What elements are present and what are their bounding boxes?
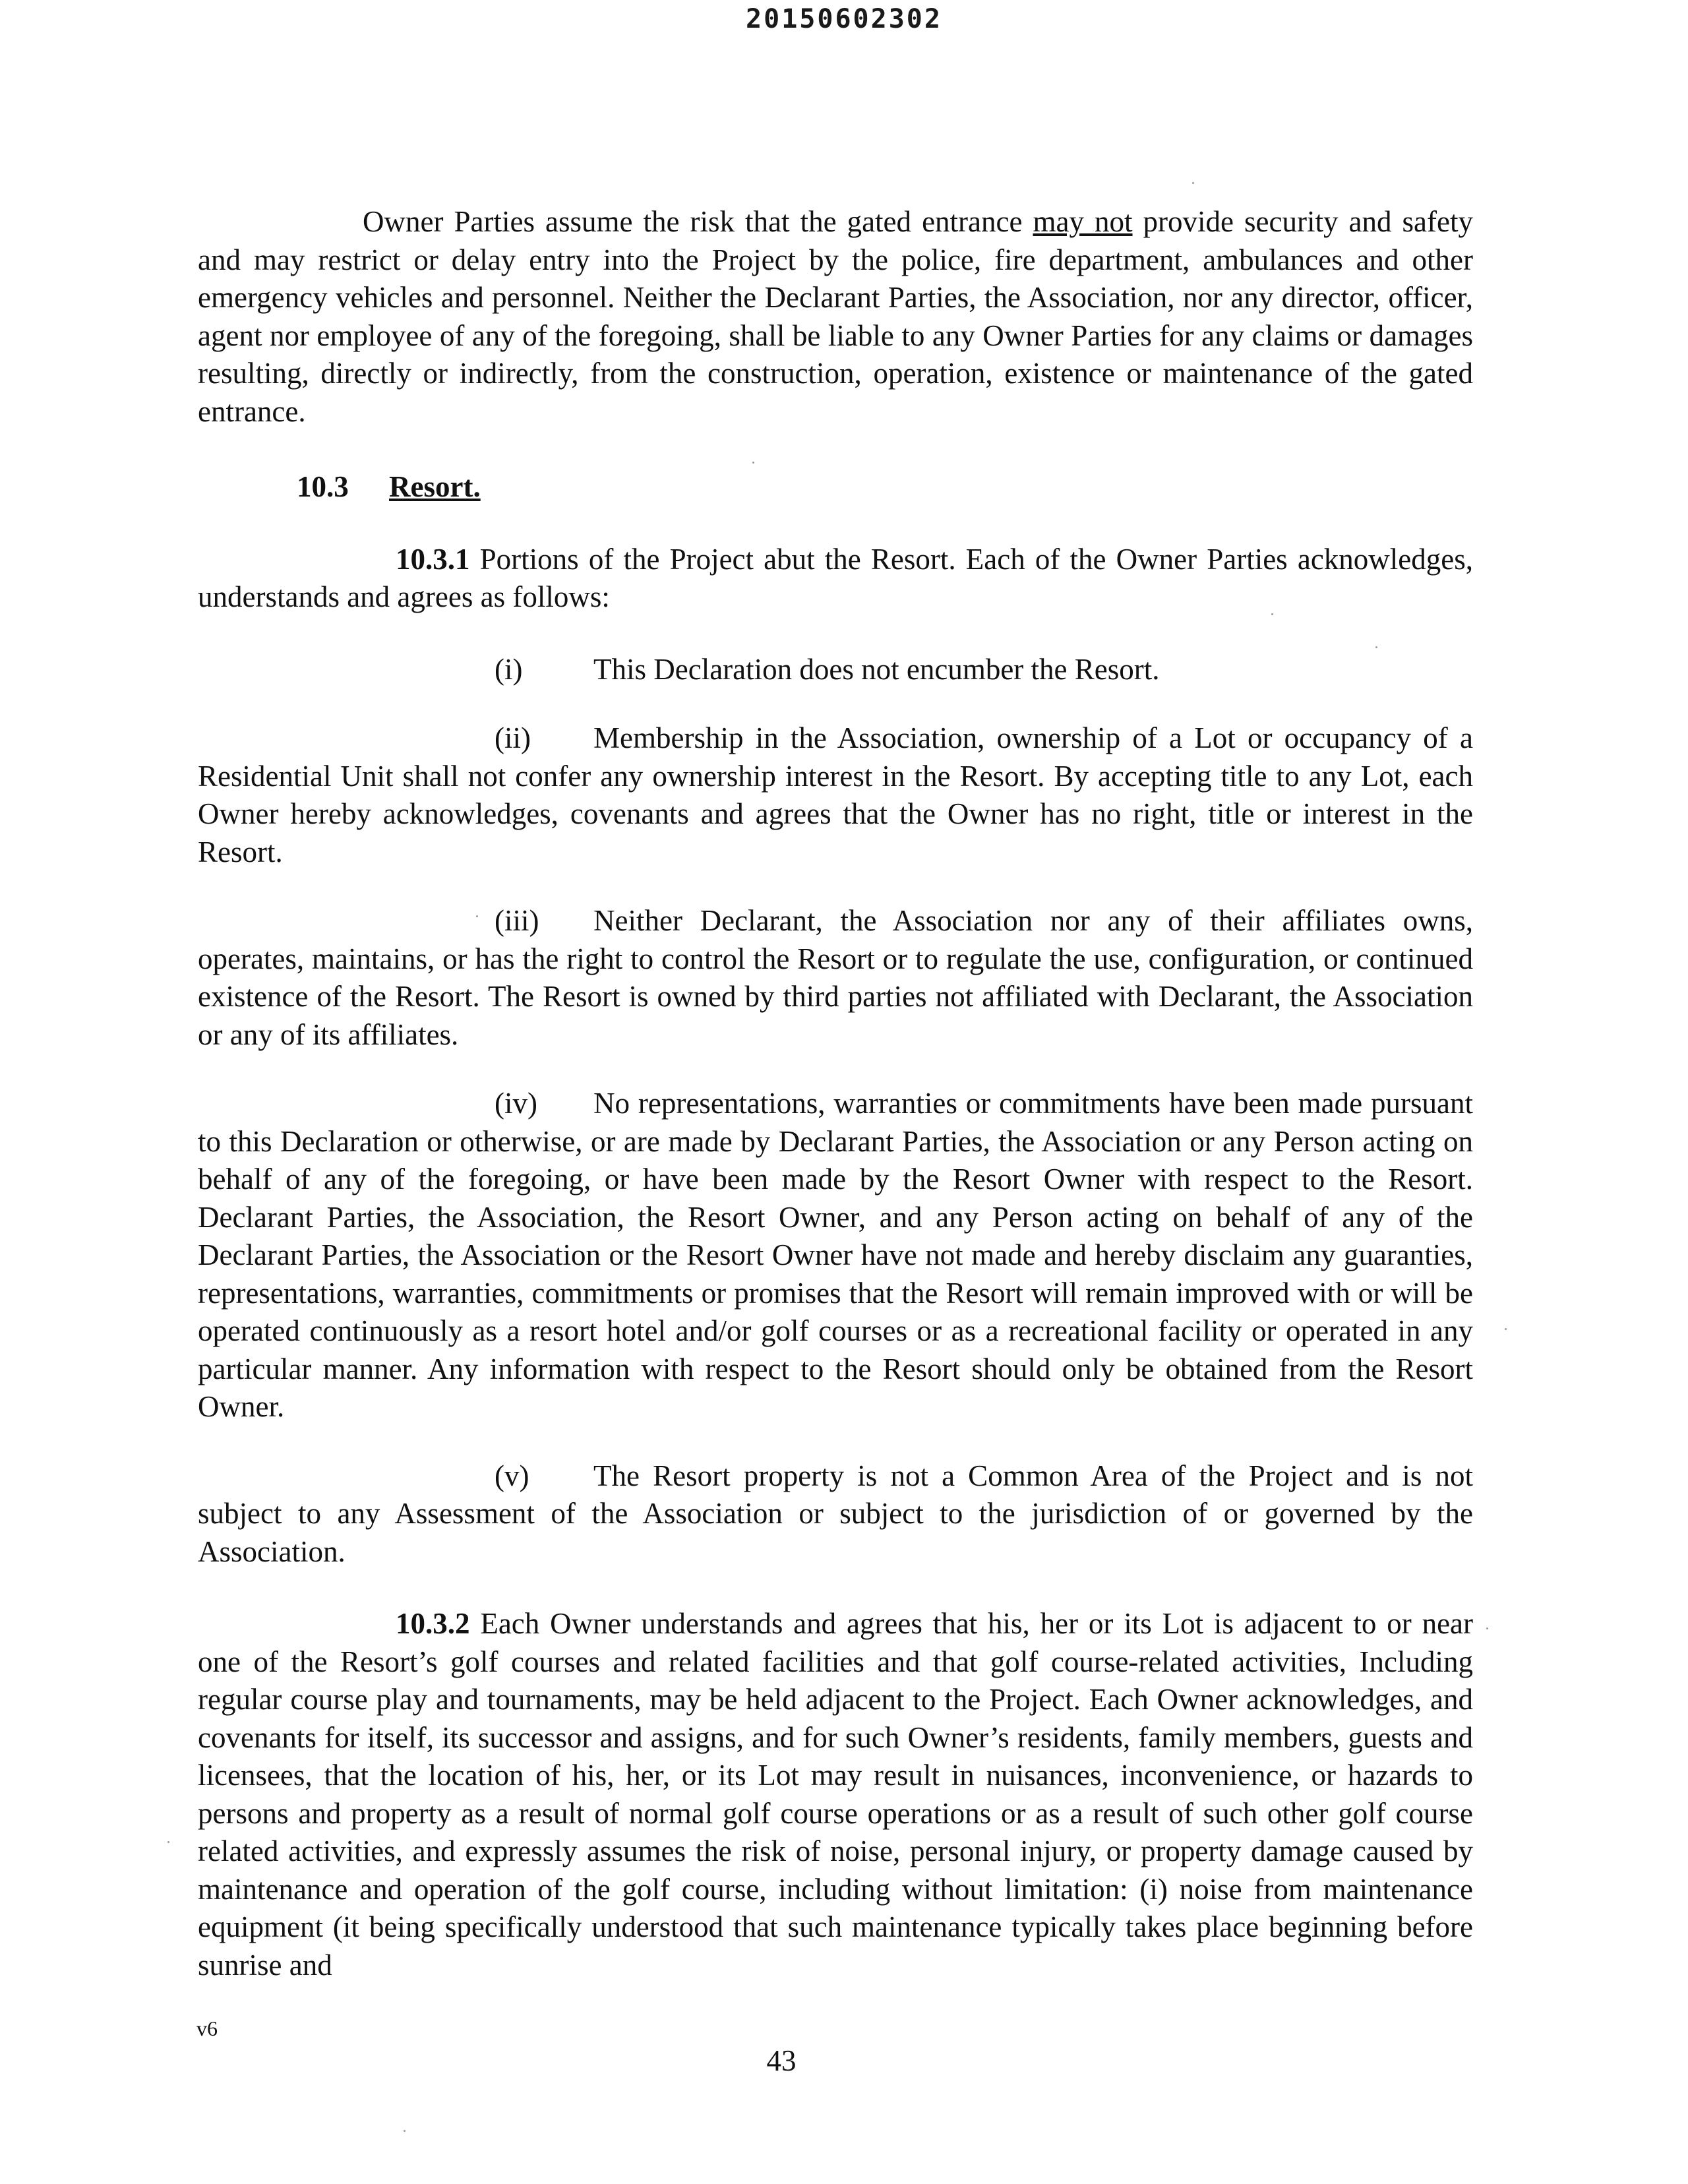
item-text: No representations, warranties or commitments have been made pursuant to this Declaration or otherwise, or are made by Declarant Parties, the Association or any Person acting on behalf of any of the foregoing, or have been made by the Resort Owner with respect to the Resort. Declarant Parties, the Association, the Resort Owner, and any Person acting on behalf of any of the Declarant Parties, the Association or the Resort Owner have not made and hereby disclaim any guaranties, representations, warranties, commitments or promises that the Resort will remain improved with or will be operated continuously as a resort hotel and/or golf courses or as a recreational facility or operated in any particular manner. Any information with respect to the Resort should only be obtained from the Resort Owner. — [198, 1087, 1473, 1423]
item-text: Neither Declarant, the Association nor any of their affiliates owns, operates, maintains, or has the right to control the Resort or to regulate the use, configuration, or continued existence of the Resort. The Resort is owned by third parties not affiliated with Declarant, the Association or any of its affiliates. — [198, 904, 1473, 1051]
scan-speck — [1271, 613, 1273, 615]
item-mark: (ii) — [495, 721, 531, 754]
document-body — [198, 203, 1473, 1984]
scan-speck — [752, 462, 754, 464]
scan-speck — [167, 1841, 169, 1843]
document-number: 20150602302 — [746, 4, 942, 34]
subsection-text: Each Owner understands and agrees that his, her or its Lot is adjacent to or near one of the Resort’s golf courses and related facilities and that golf course-related activities, Including regular course play and tournaments, may be held adjacent to the Project. Each Owner acknowledges, and covenants for itself, its successor and assigns, and for such Owner’s residents, family members, guests and licensees, that the location of his, her, or its Lot may result in nuisances, inconvenience, or hazards to persons and property as a result of normal golf course operations or as a result of such other golf course related activities, and expressly assumes the risk of noise, personal injury, or property damage caused by maintenance and operation of the golf course, including without limitation: (i) noise from maintenance equipment (it being specifically understood that such maintenance typically takes place beginning before sunrise and — [198, 1607, 1473, 1982]
subsection-10-3-1 — [198, 541, 1473, 617]
version-label: v6 — [196, 2017, 218, 2040]
item-mark: (iii) — [495, 904, 539, 937]
section-number: 10.3 — [297, 470, 349, 503]
list-item — [198, 651, 1473, 689]
item-mark: (v) — [495, 1459, 529, 1492]
intro-text-after: provide security and safety and may restrict or delay entry into the Project by the police, fire department, ambulances and other emergency vehicles and personnel. Neither the Declarant Parties, the Association, nor any director, officer, agent nor employee of any of the foregoing, shall be liable to any Owner Parties for any claims or damages resulting, directly or indirectly, from the construction, operation, existence or maintenance of the gated entrance. — [198, 205, 1473, 428]
item-mark: (iv) — [495, 1087, 537, 1120]
section-heading — [198, 468, 1473, 506]
intro-paragraph — [198, 203, 1473, 431]
scan-speck — [1505, 1328, 1507, 1330]
list-item — [198, 902, 1473, 1054]
item-text: This Declaration does not encumber the Resort. — [593, 652, 1160, 686]
section-title: Resort. — [389, 470, 481, 503]
subsection-number: 10.3.1 — [396, 542, 470, 576]
scan-speck — [404, 2130, 406, 2132]
item-mark: (i) — [495, 652, 523, 686]
scan-speck — [476, 915, 478, 917]
intro-text-before: Owner Parties assume the risk that the gated entrance — [363, 205, 1033, 238]
subsection-10-3-2 — [198, 1605, 1473, 1984]
subsection-text: Portions of the Project abut the Resort. Each of the Owner Parties acknowledges, understands and agrees as follows: — [198, 542, 1473, 613]
list-item — [198, 719, 1473, 871]
scan-speck — [1375, 646, 1377, 648]
item-text: The Resort property is not a Common Area of the Project and is not subject to any Assessment of the Association or subject to the jurisdiction of or governed by the Association. — [198, 1459, 1473, 1568]
scan-speck — [1486, 1627, 1488, 1629]
list-item — [198, 1085, 1473, 1426]
page-number: 43 — [766, 2044, 797, 2077]
scan-speck — [1192, 182, 1194, 184]
list-item — [198, 1457, 1473, 1571]
item-text: Membership in the Association, ownership of a Lot or occupancy of a Residential Unit shall not confer any ownership interest in the Resort. By accepting title to any Lot, each Owner hereby acknowledges, covenants and agrees that the Owner has no right, title or interest in the Resort. — [198, 721, 1473, 868]
intro-underlined-text: may not — [1033, 205, 1133, 238]
subsection-number: 10.3.2 — [396, 1607, 470, 1640]
